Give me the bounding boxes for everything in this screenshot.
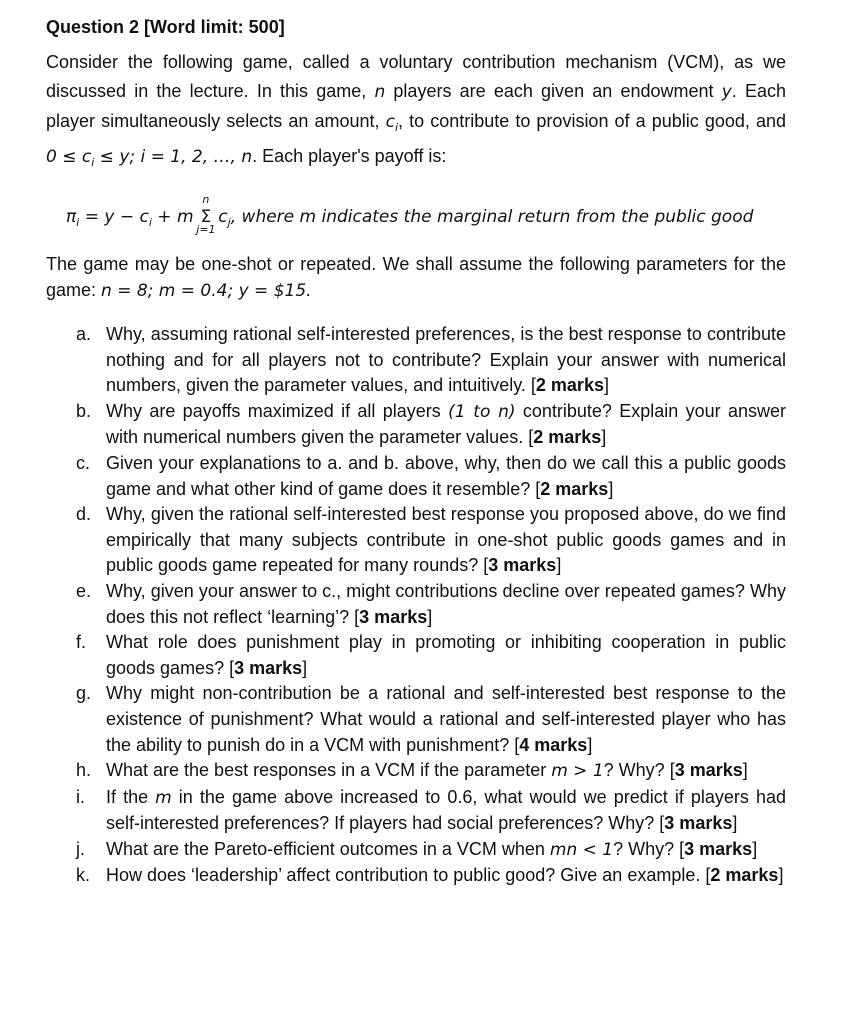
intro-condition-a: 0 ≤ c (46, 147, 92, 167)
question-item (76, 837, 786, 864)
marks-label: 2 marks (540, 478, 609, 499)
marks-close: ] (608, 478, 614, 499)
question-text: Why, given the rational self-interested best response you proposed above, do we find empirically that many subjects contribute in one-shot public goods games and in public goods game repeated for many rounds? (106, 504, 786, 576)
question-text: What are the best responses in a VCM if the parameter (106, 760, 552, 781)
marks-label: 3 marks (234, 657, 303, 678)
marks-open: [ (229, 657, 235, 678)
intro-var-y: y (721, 82, 732, 102)
marks-open: [ (659, 813, 665, 834)
question-letter: k. (76, 865, 91, 886)
formula-cj-subscript: j (227, 216, 231, 229)
marks-close: ] (556, 555, 562, 576)
question-text: If the (106, 786, 156, 807)
intro-var-ci (386, 112, 398, 132)
question-text: ? Why? (603, 760, 670, 781)
marks-close: ] (601, 427, 607, 448)
question-item (76, 579, 786, 630)
question-text: Why might non-contribution be a rational and self-interested best response to the existence of punishment? What would a rational and self-interested player who has the ability to punish do in a VCM with punishment? (106, 683, 786, 755)
formula-ci-subscript: i (148, 216, 152, 229)
question-math: mn < 1 (549, 839, 614, 860)
question-letter: a. (76, 324, 92, 344)
question-text: Why are payoffs maximized if all players (106, 400, 449, 421)
question-item (76, 399, 787, 451)
marks-open: [ (354, 606, 360, 627)
question-text: in the game above increased to 0.6, what would we predict if players had self-interested preferences? If players had social preferences? Why? (106, 786, 787, 834)
marks-label: 2 marks (535, 375, 604, 396)
intro-text-4: , to contribute to provision of a public good, and (398, 111, 787, 131)
marks-open: [ (705, 865, 711, 886)
marks-open: [ (679, 838, 685, 859)
question-letter: c. (76, 452, 91, 473)
question-text: How does ‘leadership’ affect contribution to public good? Give an example. (106, 865, 706, 886)
formula-sigma-lower: j=1 (196, 223, 216, 236)
intro-text-3: . Each player simultaneously selects an amount, (46, 81, 786, 131)
question-list (46, 322, 786, 889)
marks-label: 4 marks (519, 734, 588, 755)
marks-label: 3 marks (684, 838, 753, 859)
question-math: m > 1 (551, 761, 604, 782)
question-text: Given your explanations to a. and b. above, why, then do we call this a public goods game and what other kind of game does it resemble? (106, 452, 786, 499)
marks-label: 2 marks (710, 865, 779, 886)
document-page (46, 14, 786, 889)
marks-close: ] (302, 657, 308, 678)
question-letter: j. (76, 838, 85, 859)
formula-pi: π (66, 207, 77, 227)
marks-close: ] (752, 838, 758, 859)
question-text: ? Why? (613, 838, 680, 859)
question-heading: Question 2 [Word limit: 500] (46, 17, 285, 37)
marks-close: ] (603, 375, 609, 396)
question-letter: h. (76, 760, 92, 781)
question-letter: d. (76, 504, 92, 525)
formula-pi-subscript: i (76, 216, 80, 229)
marks-open: [ (514, 734, 520, 755)
marks-label: 3 marks (359, 606, 428, 627)
question-item (76, 758, 786, 785)
question-letter: i. (76, 786, 85, 807)
marks-open: [ (483, 555, 489, 576)
intro-text-5: . Each player's payoff is: (252, 146, 447, 166)
question-item (76, 451, 786, 502)
intro-var-n: n (374, 82, 386, 102)
marks-open: [ (528, 427, 534, 448)
marks-close: ] (742, 760, 748, 781)
marks-open: [ (535, 478, 541, 499)
intro-condition (46, 147, 252, 167)
question-letter: f. (76, 632, 87, 653)
question-text: Why, assuming rational self-interested preferences, is the best response to contribute nothing and for all players not to contribute? Explain your answer with numerical numbers, given the parameter values, and intuitively. (106, 324, 786, 396)
formula-tail: , where m indicates the marginal return from the public good (230, 207, 754, 227)
formula-mid: = y − c (79, 207, 149, 227)
marks-close: ] (778, 865, 784, 886)
parameters-text: The game may be one-shot or repeated. We shall assume the following parameters for the game: (46, 254, 786, 300)
question-math: m (155, 787, 172, 808)
question-letter: b. (76, 400, 92, 421)
marks-close: ] (587, 734, 593, 755)
marks-open: [ (669, 760, 675, 781)
payoff-formula (66, 195, 786, 251)
marks-label: 3 marks (664, 813, 733, 834)
intro-condition-subscript: i (91, 156, 95, 169)
marks-label: 2 marks (533, 427, 602, 448)
question-item (76, 681, 786, 758)
intro-ci-subscript: i (394, 121, 399, 134)
marks-label: 3 marks (674, 760, 743, 781)
formula-sigma-symbol: Σ (200, 207, 212, 227)
question-item (76, 630, 786, 681)
marks-open: [ (530, 375, 536, 396)
marks-close: ] (427, 606, 433, 627)
intro-condition-b: ≤ y; i = 1, 2, …, n (94, 147, 253, 167)
formula-sigma-upper: n (202, 193, 210, 206)
question-item (76, 322, 786, 399)
question-math: (1 to n) (448, 401, 516, 422)
question-text: What role does punishment play in promoting or inhibiting cooperation in public goods games? (106, 632, 786, 678)
formula-sigma (196, 193, 216, 236)
question-text: contribute? Explain your answer with numerical numbers given the parameter values. (106, 400, 787, 448)
marks-close: ] (732, 813, 738, 834)
question-text: What are the Pareto-efficient outcomes in a VCM when (106, 838, 550, 859)
question-text: Why, given your answer to c., might contributions decline over repeated games? Why does this not reflect ‘learning’? (106, 580, 786, 627)
question-letter: e. (76, 580, 92, 601)
marks-label: 3 marks (488, 555, 557, 576)
formula-plus-m: + m (151, 207, 199, 227)
question-letter: g. (76, 683, 92, 704)
intro-ci-letter: c (385, 112, 395, 132)
question-item (76, 785, 787, 837)
question-item (76, 502, 786, 579)
parameters-values: n = 8; m = 0.4; y = $15. (101, 281, 312, 301)
parameters-paragraph (46, 251, 786, 304)
intro-paragraph (46, 48, 786, 177)
intro-text-1: Consider the following game, called a voluntary contribution mechanism (VCM), as we discussed in the lecture. In this game, (46, 52, 786, 101)
formula-cj: c (212, 207, 228, 227)
intro-text-2: players are each given an endowment (385, 81, 722, 101)
question-item (76, 863, 786, 889)
